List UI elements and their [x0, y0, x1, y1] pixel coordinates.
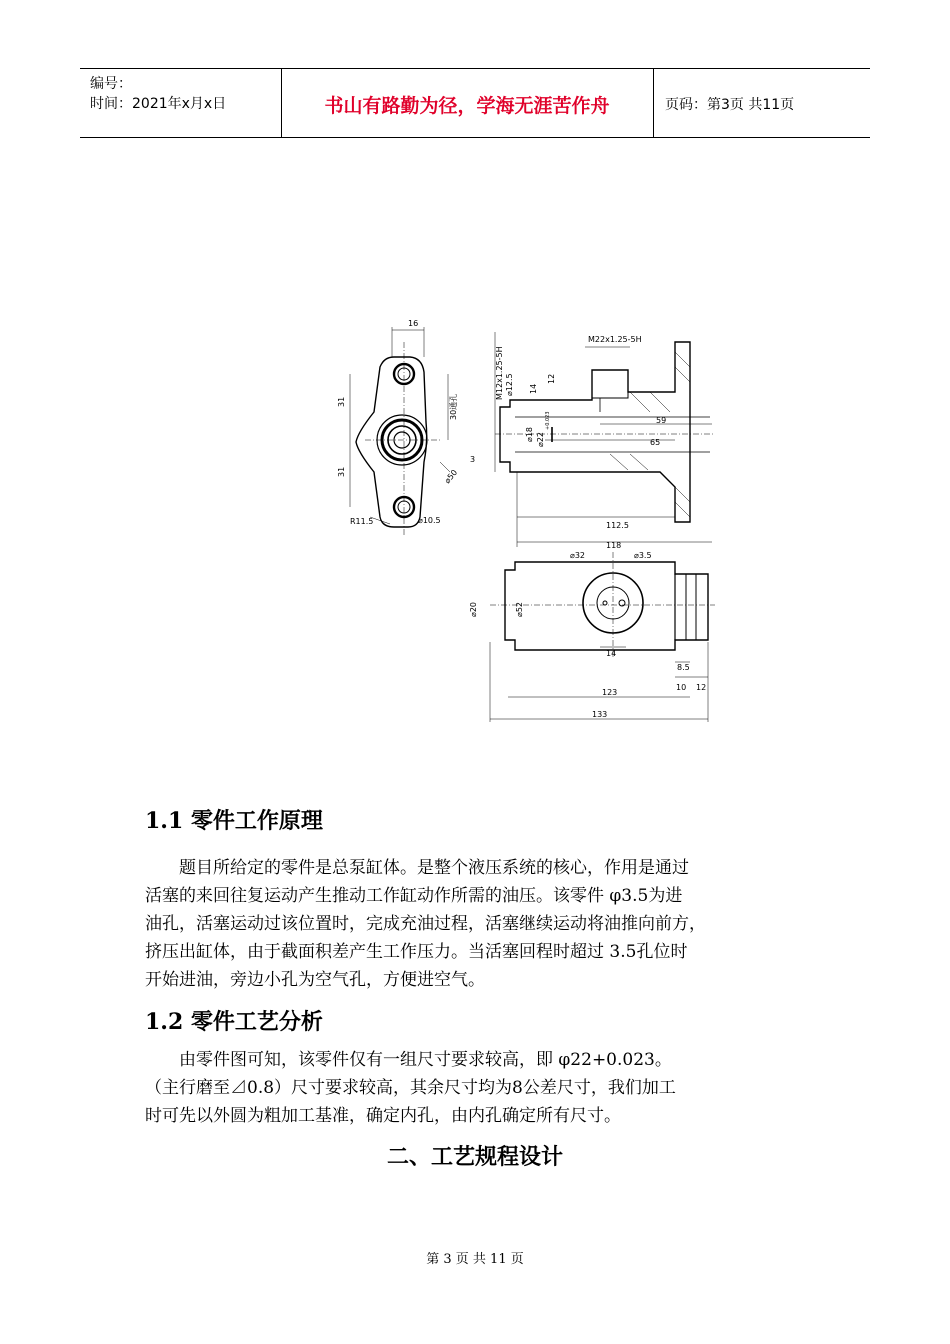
- section-1-1-line: 开始进油，旁边小孔为空气孔，方便进空气。: [145, 970, 485, 990]
- dim-dia-32: ⌀32: [570, 551, 585, 560]
- header-page-label: 页码：第3页 共11页: [665, 97, 795, 113]
- section-1-1-line: 活塞的来回往复运动产生推动工作缸动作所需的油压。该零件 φ3.5为进: [145, 886, 683, 906]
- section-1-2-line: （主行磨至⊿0.8）尺寸要求较高，其余尺寸均为8公差尺寸，我们加工: [145, 1078, 676, 1098]
- page-header: [80, 68, 870, 138]
- dim-dia-50: ⌀50: [442, 468, 460, 486]
- dim-dia-22-tolerance: +0.023: [545, 411, 551, 430]
- dim-16: 16: [408, 319, 419, 328]
- dim-dia-3-5: ⌀3.5: [634, 551, 652, 560]
- dim-dia-18: ⌀18: [525, 427, 534, 442]
- header-page-cell: [653, 69, 870, 137]
- section-1-1-line: 题目所给定的零件是总泵缸体。是整个液压系统的核心，作用是通过: [179, 858, 689, 878]
- top-view: [505, 562, 708, 650]
- dim-12-top: 12: [696, 683, 707, 692]
- front-section-hatch: [610, 352, 690, 517]
- dim-30-through: 30通孔: [449, 393, 458, 420]
- dim-123: 123: [602, 688, 618, 697]
- section-1-1-line: 油孔，活塞运动过该位置时，完成充油过程，活塞继续运动将油推向前方，: [145, 914, 706, 934]
- dim-133: 133: [592, 710, 608, 719]
- dim-dia-10-5: ⌀10.5: [418, 516, 441, 525]
- dim-59: 59: [656, 416, 667, 425]
- page-footer: 第 3 页 共 11 页: [426, 1252, 524, 1267]
- dim-14-front: 14: [529, 383, 538, 394]
- engineering-drawing: [330, 312, 730, 732]
- dim-31-bottom: 31: [337, 466, 346, 477]
- section-1-2-line: 时可先以外圆为粗加工基准，确定内孔，由内孔确定所有尺寸。: [145, 1106, 621, 1126]
- section-1-2-body: [145, 1046, 810, 1130]
- dim-12-front: 12: [547, 373, 556, 384]
- dim-14-top: 14: [606, 649, 617, 658]
- dim-8-5: 8.5: [677, 663, 690, 672]
- header-code-label: 编号：: [90, 76, 132, 92]
- header-time-label: 时间：2021年x月x日: [90, 96, 227, 112]
- dim-dia-52: ⌀52: [515, 602, 524, 617]
- dim-10: 10: [676, 683, 687, 692]
- section-1-1-title: 1.1 零件工作原理: [145, 808, 323, 834]
- dim-dia-12-5: ⌀12.5: [505, 373, 514, 396]
- dim-31-top: 31: [337, 396, 346, 407]
- section-1-2-line: 由零件图可知，该零件仅有一组尺寸要求较高，即 φ22+0.023。: [179, 1050, 672, 1070]
- header-motto: 书山有路勤为径，学海无涯苦作舟: [324, 95, 610, 117]
- dim-dia-20: ⌀20: [469, 602, 478, 617]
- section-1-2-title: 1.2 零件工艺分析: [145, 1009, 323, 1035]
- dim-dia-22: ⌀22: [536, 432, 545, 447]
- dim-112-5: 112.5: [606, 521, 629, 530]
- dim-r11-5: R11.5: [350, 517, 374, 526]
- part-drawing-svg: [330, 312, 730, 732]
- side-view: [356, 357, 427, 527]
- section-1-1-body: [145, 854, 810, 994]
- dim-118: 118: [606, 541, 622, 550]
- chapter-title: 二、工艺规程设计: [386, 1144, 563, 1170]
- dim-m22-thread: M22x1.25-5H: [588, 335, 642, 344]
- header-motto-cell: [281, 69, 654, 137]
- dimension-labels: [337, 319, 706, 719]
- dim-m12-thread: M12x1.25-5H: [495, 346, 504, 400]
- section-1-1-line: 挤压出缸体，由于截面积差产生工作压力。当活塞回程时超过 3.5孔位时: [145, 942, 688, 962]
- dim-3: 3: [470, 455, 476, 464]
- dim-65: 65: [650, 438, 661, 447]
- header-meta: [80, 69, 282, 137]
